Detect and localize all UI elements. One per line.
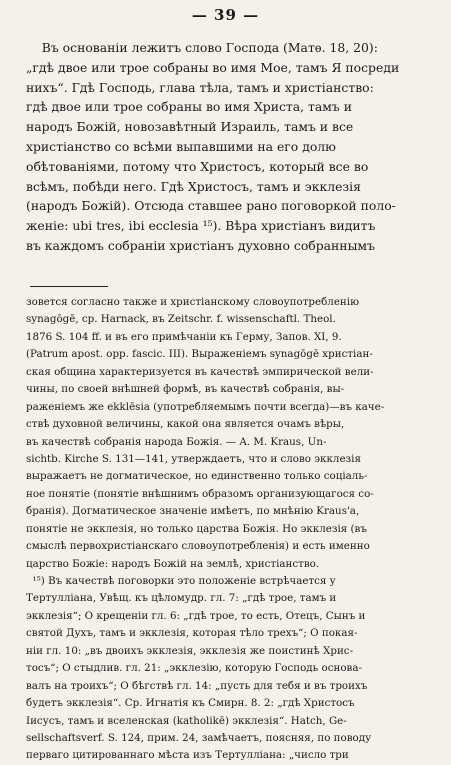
- footnote-line: смыслѣ первохристіанскаго словоупотребленія) и есть именно: [26, 540, 370, 553]
- footnote-line: тосъ“; О стыдлив. гл. 21: „экклезію, которую Господь основа-: [26, 662, 362, 675]
- footnote-line: sichtb. Kirche S. 131—141, утверждаетъ, что и слово экклезія: [26, 452, 361, 465]
- footnote-line: Тертулліана, Увѣщ. къ цѣломудр. гл. 7: „гдѣ трое, тамъ и: [26, 592, 337, 605]
- footnote-divider: [30, 286, 108, 287]
- footnote-line: экклезія“; О крещеніи гл. 6: „гдѣ трое, то есть, Отецъ, Сынъ и: [26, 609, 366, 622]
- footnote-line: ное понятіе (понятіе внѣшнимъ образомъ организующагося со-: [26, 487, 374, 500]
- main-line: „гдѣ двое или трое собраны во имя Мое, тамъ Я посреди: [26, 59, 400, 75]
- footnote-line: бранія). Догматическое значеніе имѣетъ, по мнѣнію Kraus'a,: [26, 505, 360, 518]
- footnote-line: чины, по своей внѣшней формѣ, въ качествѣ собранія, вы-: [26, 383, 345, 396]
- footnote-line: зовется согласно также и христіанскому словоупотребленію: [26, 296, 360, 308]
- footnote-line: будетъ экклезія“. Ср. Игнатія къ Смирн. 8. 2: „гдѣ Христосъ: [26, 697, 355, 710]
- main-line: гдѣ двое или трое собраны во имя Христа, тамъ и: [26, 99, 353, 115]
- footnote-line: sellschaftsverf. S. 124, прим. 24, замѣчаетъ, поясняя, по поводу: [26, 731, 372, 744]
- footnote-line: 1876 S. 104 ff. и въ его примѣчаніи къ Герму, Запов. XI, 9.: [26, 330, 342, 343]
- footnote-line: выражаетъ не догматическое, но единственно только соціаль-: [26, 470, 368, 483]
- footnote-line: ская община характеризуется въ качествѣ эмпирической вели-: [26, 365, 374, 378]
- main-line: въ каждомъ собраніи христіанъ духовно собраннымъ: [26, 237, 375, 253]
- main-line: обѣтованіями, потому что Христосъ, который все во: [26, 158, 369, 174]
- footnote-line: царство Божіе: народъ Божій на землѣ, христіанство.: [26, 557, 320, 570]
- footnote-line: ствѣ духовной величины, какой она является очамъ вѣры,: [26, 418, 345, 431]
- main-line: народъ Божій, новозавѣтный Израиль, тамъ и все: [26, 119, 354, 135]
- main-line: (народъ Божій). Отсюда ставшее рано поговоркой поло-: [26, 198, 396, 214]
- footnote-line: (Patrum apost. opp. fascic. III). Выраженіемъ synagōgē христіан-: [26, 348, 373, 361]
- footnote-line: понятіе не экклезія, но только царства Божія. Но экклезія (въ: [26, 522, 367, 535]
- footnote-line: въ качествѣ собранія народа Божія. — A. M. Kraus, Un-: [26, 435, 327, 448]
- footnote-line: ніи гл. 10: „въ двоихъ экклезія, экклезія же поистинѣ Хрис-: [26, 644, 354, 657]
- main-line: женіе: ubi tres, ibi ecclesia ¹⁵). Вѣра христіанъ видитъ: [26, 218, 376, 234]
- main-line: нихъ“. Гдѣ Господь, глава тѣла, тамъ и христіанство:: [26, 79, 374, 95]
- footnote-line: святой Духъ, тамъ и экклезія, которая тѣло трехъ“; О покая-: [26, 627, 358, 640]
- footnote-line: ¹⁵) Въ качествѣ поговорки это положеніе встрѣчается у: [26, 575, 336, 587]
- footnote-line: раженіемъ же ekklēsia (употребляемымъ почти всегда)—въ каче-: [26, 400, 385, 413]
- footnote-line: Іисусъ, тамъ и вселенская (katholikē) экклезія“. Hatch, Ge-: [26, 714, 347, 727]
- main-line: христіанство со всѣми выпавшими на его долю: [26, 138, 336, 154]
- main-line: всѣмъ, побѣди него. Гдѣ Христосъ, тамъ и экклезія: [26, 178, 361, 194]
- page-number: — 39 —: [191, 6, 260, 24]
- footnotes: [26, 294, 442, 765]
- footnote-line: synagōgē, ср. Harnack, въ Zeitschr. f. wissenschaftl. Theol.: [26, 313, 336, 326]
- footnote-line: перваго цитированнаго мѣста изъ Тертулліана: „число три: [26, 749, 349, 762]
- main-text: [26, 38, 442, 256]
- footnote-line: валъ на троихъ“; О бѣгствѣ гл. 14: „пусть для тебя и въ троихъ: [26, 679, 368, 692]
- main-line: Въ основаніи лежитъ слово Господа (Матѳ. 18, 20):: [26, 40, 378, 55]
